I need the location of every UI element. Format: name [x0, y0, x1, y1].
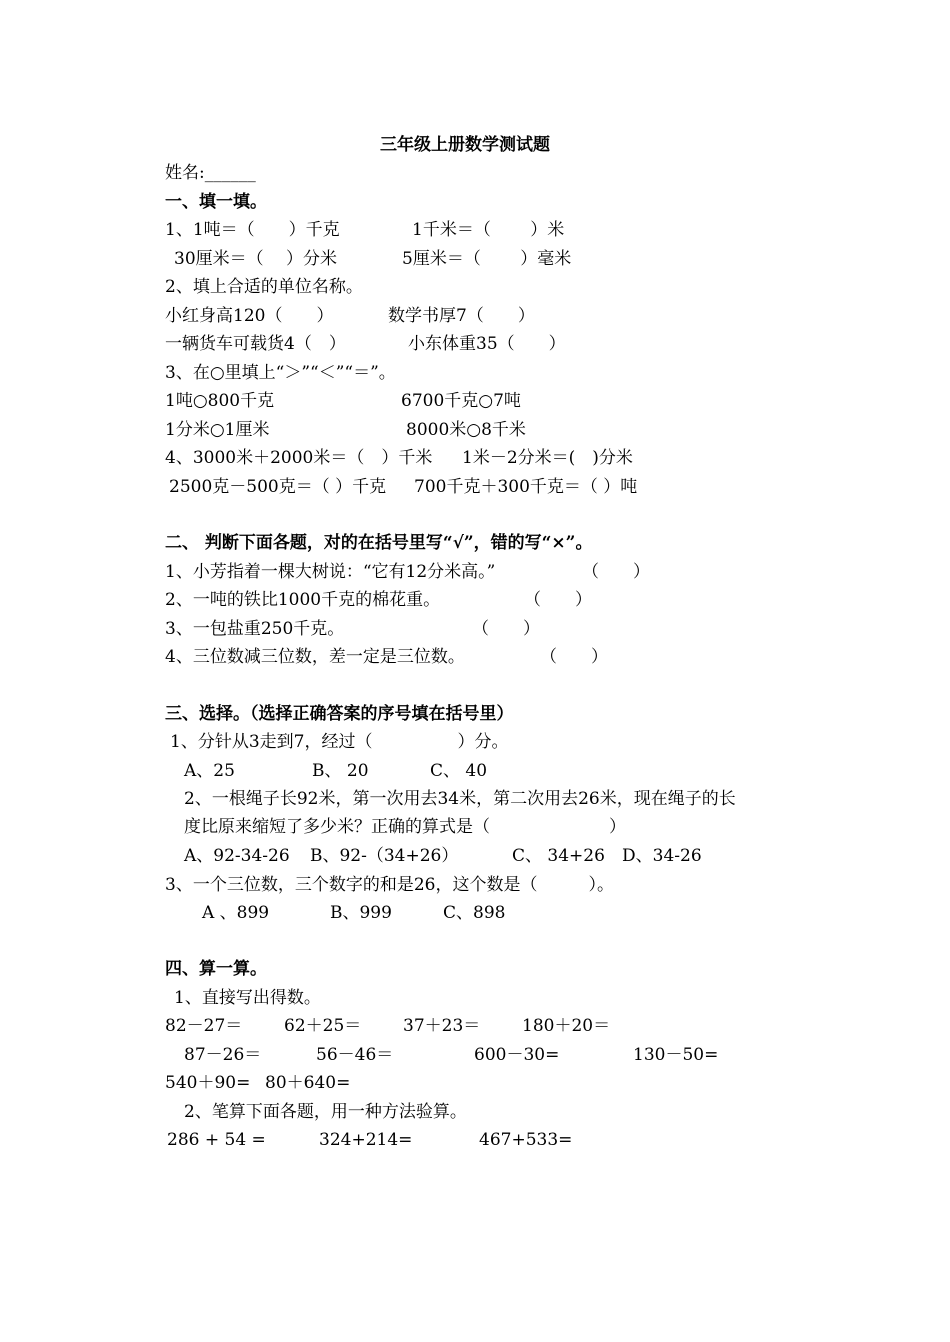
s2-q3-answer-paren: （ ） — [472, 619, 540, 639]
s4-r3-item: 80＋640= — [265, 1073, 351, 1093]
s1-q3a-left: 1吨○800千克 — [165, 391, 275, 411]
s2-q1-answer-paren: （ ） — [582, 562, 650, 582]
s3-q1-option-b: B、 20 — [312, 761, 369, 781]
s1-q2a-left: 小红身高120（ ） — [165, 306, 334, 326]
s1-q1a-left: 1、1吨＝（ ）千克 — [165, 220, 340, 240]
s4-sub2: 2、笔算下面各题，用一种方法验算。 — [184, 1102, 467, 1122]
s3-q3-option-b: B、999 — [330, 903, 392, 923]
s1-q1a-right: 1千米＝（ ）米 — [412, 220, 565, 240]
s1-q3: 3、在○里填上“＞”“＜”“＝”。 — [165, 363, 396, 383]
s1-q3a-right: 6700千克○7吨 — [401, 391, 521, 411]
s2-q1-text: 1、小芳指着一棵大树说：“它有12分米高。” — [165, 562, 496, 582]
s4-r2-item: 56－46＝ — [316, 1045, 394, 1065]
s3-q2-line1: 2、一根绳子长92米，第一次用去34米，第二次用去26米，现在绳子的长 — [184, 789, 736, 809]
s3-q1-option-a: A、25 — [184, 761, 235, 781]
s3-q3-option-a: A 、899 — [202, 903, 270, 923]
s1-q4a-right: 1米－2分米＝( )分米 — [462, 448, 633, 468]
s3-q2-option-b: B、92-（34+26） — [310, 846, 459, 866]
s1-q1b-left: 30厘米＝（ ）分米 — [174, 249, 338, 269]
s3-q1: 1、分针从3走到7，经过（ ）分。 — [170, 732, 509, 752]
s4-r1-item: 62＋25＝ — [284, 1016, 362, 1036]
s1-q2a-right: 数学书厚7（ ） — [388, 306, 535, 326]
s4-r4-item: 467+533= — [479, 1130, 573, 1150]
s3-q2-line2: 度比原来缩短了多少米？正确的算式是（ ） — [184, 817, 626, 837]
s2-q2-text: 2、一吨的铁比1000千克的棉花重。 — [165, 590, 441, 610]
s4-r1-item: 82－27＝ — [165, 1016, 243, 1036]
s3-q1-option-c: C、 40 — [430, 761, 488, 781]
s4-r1-item: 37＋23＝ — [403, 1016, 481, 1036]
s2-q4-text: 4、三位数减三位数，差一定是三位数。 — [165, 647, 465, 667]
section-2-heading: 二、 判断下面各题，对的在括号里写“√”，错的写“×”。 — [165, 533, 593, 553]
s3-q2-option-d: D、34-26 — [622, 846, 702, 866]
s4-r2-item: 87－26＝ — [184, 1045, 262, 1065]
s2-q2-answer-paren: （ ） — [524, 590, 592, 610]
s1-q3b-left: 1分米○1厘米 — [165, 420, 270, 440]
name-field-label: 姓名:______ — [165, 163, 256, 183]
s1-q4b-right: 700千克＋300千克＝（ ）吨 — [414, 477, 638, 497]
s1-q3b-right: 8000米○8千米 — [406, 420, 526, 440]
section-3-heading: 三、选择。（选择正确答案的序号填在括号里） — [165, 704, 514, 724]
s4-r2-item: 600－30= — [474, 1045, 560, 1065]
section-1-heading: 一、填一填。 — [165, 192, 267, 212]
s1-q2b-left: 一辆货车可载货4（ ） — [165, 334, 346, 354]
s1-q4b-left: 2500克－500克＝（ ）千克 — [169, 477, 387, 497]
s4-r4-item: 324+214= — [319, 1130, 413, 1150]
s3-q3: 3、一个三位数，三个数字的和是26，这个数是（ ）。 — [165, 875, 614, 895]
s4-sub1: 1、直接写出得数。 — [174, 988, 321, 1008]
s2-q3-text: 3、一包盐重250千克。 — [165, 619, 345, 639]
page-title: 三年级上册数学测试题 — [380, 135, 550, 155]
s1-q1b-right: 5厘米＝（ ）毫米 — [402, 249, 572, 269]
s4-r1-item: 180＋20＝ — [522, 1016, 611, 1036]
s1-q2: 2、填上合适的单位名称。 — [165, 277, 363, 297]
s4-r4-item: 286 + 54 = — [167, 1130, 266, 1150]
s2-q4-answer-paren: （ ） — [540, 647, 608, 667]
s3-q2-option-a: A、92-34-26 — [184, 846, 290, 866]
section-4-heading: 四、算一算。 — [165, 959, 267, 979]
s1-q4a-left: 4、3000米＋2000米＝（ ）千米 — [165, 448, 433, 468]
s3-q3-option-c: C、898 — [443, 903, 506, 923]
s4-r2-item: 130－50= — [633, 1045, 719, 1065]
s3-q2-option-c: C、 34+26 — [512, 846, 605, 866]
s4-r3-item: 540＋90= — [165, 1073, 251, 1093]
s1-q2b-right: 小东体重35（ ） — [408, 334, 566, 354]
